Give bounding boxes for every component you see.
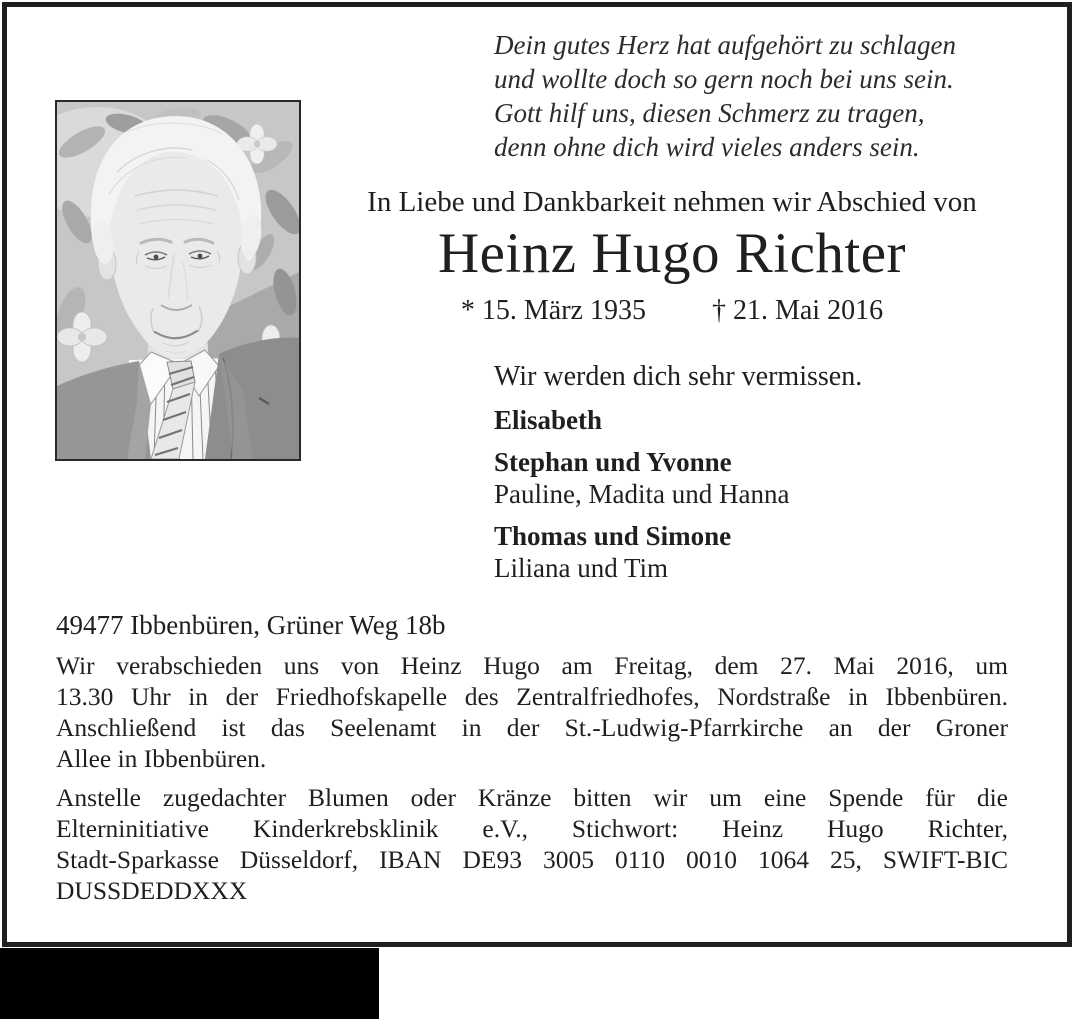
funeral-line: 13.30 Uhr in der Friedhofskapelle des Zentralfriedhofes, Nordstraße in Ibbenbüren.: [56, 682, 1008, 711]
donation-line: Elterninitiative Kinderkrebsklinik e.V., Stichwort: Heinz Hugo Richter,: [56, 814, 1008, 843]
poem-line: denn ohne dich wird vieles anders sein.: [494, 132, 920, 162]
donation-line: Anstelle zugedachter Blumen oder Kränze bitten wir um eine Spende für die: [56, 783, 1008, 812]
mourner-name: Stephan und Yvonne: [494, 447, 732, 477]
header-block: [298, 184, 1046, 328]
funeral-line: Wir verabschieden uns von Heinz Hugo am Freitag, dem 27. Mai 2016, um: [56, 651, 1008, 680]
donation-paragraph: [56, 782, 1008, 906]
funeral-line: Anschließend ist das Seelenamt in der St.-Ludwig-Pfarrkirche an der Groner: [56, 713, 1008, 742]
mourner-name: Thomas und Simone: [494, 521, 732, 551]
birth-date: * 15. März 1935: [460, 295, 646, 326]
death-date: † 21. Mai 2016: [711, 295, 884, 326]
memorial-poem: [494, 28, 956, 164]
poem-line: Dein gutes Herz hat aufgehört zu schlagen: [494, 30, 956, 60]
poem-line: und wollte doch so gern noch bei uns sein.: [494, 64, 954, 94]
deceased-name: Heinz Hugo Richter: [437, 222, 907, 285]
portrait-photo: [55, 100, 301, 461]
life-dates: [298, 294, 1046, 328]
mourner-name: Elisabeth: [494, 405, 603, 435]
address-line: 49477 Ibbenbüren, Grüner Weg 18b: [56, 610, 446, 640]
mourner-group: [494, 404, 862, 436]
funeral-line: Allee in Ibbenbüren.: [56, 744, 267, 773]
mourner-children: Pauline, Madita und Hanna: [494, 479, 790, 509]
redaction-bar: [0, 948, 379, 1019]
donation-line: Stadt-Sparkasse Düsseldorf, IBAN DE93 3005 0110 0010 1064 25, SWIFT-BIC: [56, 845, 1008, 874]
mourner-group: [494, 520, 862, 584]
farewell-text: Wir werden dich sehr vermissen.: [494, 361, 863, 392]
portrait-photo-image: [57, 102, 299, 459]
mourner-children: Liliana und Tim: [494, 553, 669, 583]
mourners-block: [494, 360, 862, 594]
intro-line: In Liebe und Dankbarkeit nehmen wir Abschied von: [367, 186, 977, 218]
donation-line: DUSSDEDDXXX: [56, 876, 248, 905]
funeral-paragraph: [56, 650, 1008, 774]
poem-line: Gott hilf uns, diesen Schmerz zu tragen,: [494, 98, 925, 128]
mourner-group: [494, 446, 862, 510]
